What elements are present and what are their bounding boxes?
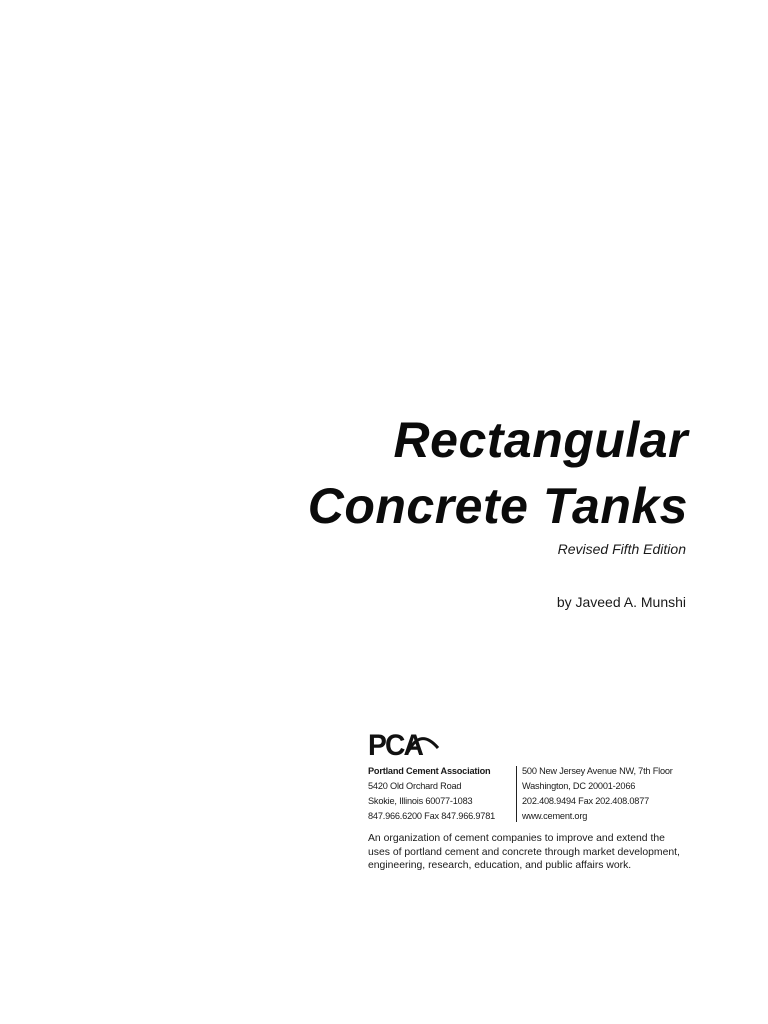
book-title <box>308 408 688 538</box>
author-byline: by Javeed A. Munshi <box>556 594 686 610</box>
dc-phone-line: 202.408.9494 Fax 202.408.0877 <box>522 796 650 806</box>
edition-label: Revised Fifth Edition <box>557 541 686 557</box>
contact-left-column <box>368 764 516 824</box>
publisher-contact <box>368 764 688 824</box>
pca-logo <box>368 724 688 760</box>
contact-divider <box>516 766 517 822</box>
dc-address-line: 500 New Jersey Avenue NW, 7th Floor <box>522 766 673 776</box>
publisher-block <box>368 724 688 873</box>
pca-logo-mark <box>368 726 440 760</box>
title-line-2: Concrete Tanks <box>307 478 688 534</box>
address-line: 5420 Old Orchard Road <box>368 781 462 791</box>
publisher-mission: An organization of cement companies to improve and extend the uses of portland cement and concrete through market development, engineering, research, education, and public affairs work. <box>368 833 680 871</box>
phone-line: 847.966.6200 Fax 847.966.9781 <box>368 811 496 821</box>
website-link[interactable]: www.cement.org <box>522 811 588 821</box>
contact-right-column <box>522 764 673 824</box>
title-line-1: Rectangular <box>393 412 688 468</box>
publisher-name: Portland Cement Association <box>368 766 491 776</box>
city-line: Skokie, Illinois 60077-1083 <box>368 796 473 806</box>
dc-city-line: Washington, DC 20001-2066 <box>522 781 636 791</box>
pca-logo-text: PCA <box>368 729 424 760</box>
